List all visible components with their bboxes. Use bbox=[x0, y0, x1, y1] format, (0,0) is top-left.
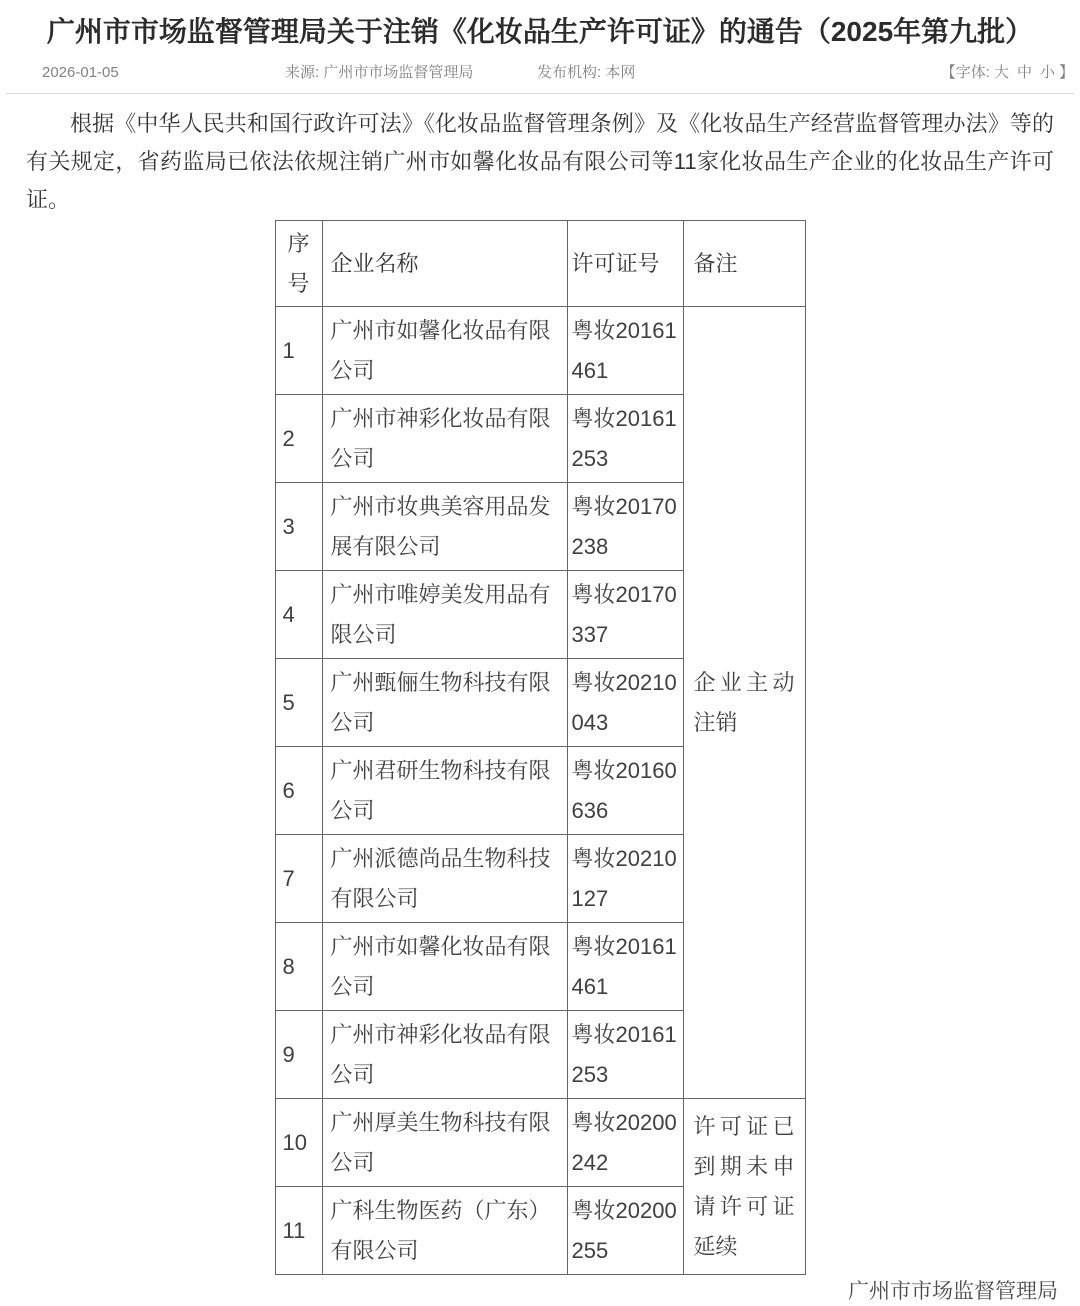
cell-serial: 8 bbox=[275, 923, 322, 1011]
article-meta-bar bbox=[6, 52, 1074, 94]
col-header-license: 许可证号 bbox=[567, 221, 683, 307]
font-size-medium[interactable]: 中 bbox=[1016, 64, 1032, 81]
cell-company: 广州市如馨化妆品有限公司 bbox=[322, 307, 567, 395]
col-header-company: 企业名称 bbox=[322, 221, 567, 307]
publisher-label: 发布机构: 本网 bbox=[537, 64, 636, 81]
license-cancellation-table bbox=[275, 220, 806, 1275]
source-label: 来源: 广州市市场监督管理局 bbox=[285, 64, 474, 81]
cell-company: 广州厚美生物科技有限公司 bbox=[322, 1099, 567, 1187]
notice-body: 根据《中华人民共和国行政许可法》《化妆品监督管理条例》及《化妆品生产经营监督管理办法》等的有关规定，省药监局已依法依规注销广州市如馨化妆品有限公司等11家化妆品生产企业的化妆品生产许可证。 bbox=[26, 111, 1054, 212]
font-size-widget bbox=[941, 61, 1074, 82]
cell-serial: 6 bbox=[275, 747, 322, 835]
cell-license: 粤妆20210127 bbox=[567, 835, 683, 923]
cell-license: 粤妆20161253 bbox=[567, 1011, 683, 1099]
table-row bbox=[275, 307, 805, 395]
col-header-remark: 备注 bbox=[683, 221, 805, 307]
cell-company: 广州市神彩化妆品有限公司 bbox=[322, 1011, 567, 1099]
cell-serial: 2 bbox=[275, 395, 322, 483]
cell-license: 粤妆20200242 bbox=[567, 1099, 683, 1187]
publish-date: 2026-01-05 bbox=[42, 64, 119, 81]
cell-serial: 5 bbox=[275, 659, 322, 747]
cell-company: 广州市神彩化妆品有限公司 bbox=[322, 395, 567, 483]
cell-company: 广州君研生物科技有限公司 bbox=[322, 747, 567, 835]
cell-serial: 11 bbox=[275, 1187, 322, 1275]
font-size-large[interactable]: 大 bbox=[993, 64, 1009, 81]
cell-company: 广州派德尚品生物科技有限公司 bbox=[322, 835, 567, 923]
cell-license: 粤妆20200255 bbox=[567, 1187, 683, 1275]
cell-company: 广州市妆典美容用品发展有限公司 bbox=[322, 483, 567, 571]
cell-serial: 3 bbox=[275, 483, 322, 571]
page-title: 广州市市场监督管理局关于注销《化妆品生产许可证》的通告（2025年第九批） bbox=[46, 16, 1034, 47]
cell-serial: 1 bbox=[275, 307, 322, 395]
cell-serial: 10 bbox=[275, 1099, 322, 1187]
cell-license: 粤妆20170238 bbox=[567, 483, 683, 571]
font-size-widget-open: 【字体: bbox=[940, 64, 990, 81]
cell-serial: 7 bbox=[275, 835, 322, 923]
cell-license: 粤妆20161461 bbox=[567, 307, 683, 395]
cell-serial: 4 bbox=[275, 571, 322, 659]
col-header-serial: 序号 bbox=[275, 221, 322, 307]
cell-company: 广科生物医药（广东）有限公司 bbox=[322, 1187, 567, 1275]
table-row bbox=[275, 1099, 805, 1187]
cell-license: 粤妆20160636 bbox=[567, 747, 683, 835]
cell-license: 粤妆20161461 bbox=[567, 923, 683, 1011]
cell-serial: 9 bbox=[275, 1011, 322, 1099]
font-size-small[interactable]: 小 bbox=[1039, 64, 1055, 81]
cell-license: 粤妆20161253 bbox=[567, 395, 683, 483]
cell-company: 广州市唯婷美发用品有限公司 bbox=[322, 571, 567, 659]
table-header-row bbox=[275, 221, 805, 307]
cell-remark-voluntary-cancellation: 企业主动注销 bbox=[683, 307, 805, 1099]
cell-license: 粤妆20170337 bbox=[567, 571, 683, 659]
font-size-widget-close: 】 bbox=[1058, 64, 1074, 81]
cell-company: 广州甄俪生物科技有限公司 bbox=[322, 659, 567, 747]
agency-signature: 广州市市场监督管理局 bbox=[848, 1280, 1058, 1303]
cell-company: 广州市如馨化妆品有限公司 bbox=[322, 923, 567, 1011]
cell-remark-license-expired: 许可证已到期未申请许可证延续 bbox=[683, 1099, 805, 1275]
cell-license: 粤妆20210043 bbox=[567, 659, 683, 747]
